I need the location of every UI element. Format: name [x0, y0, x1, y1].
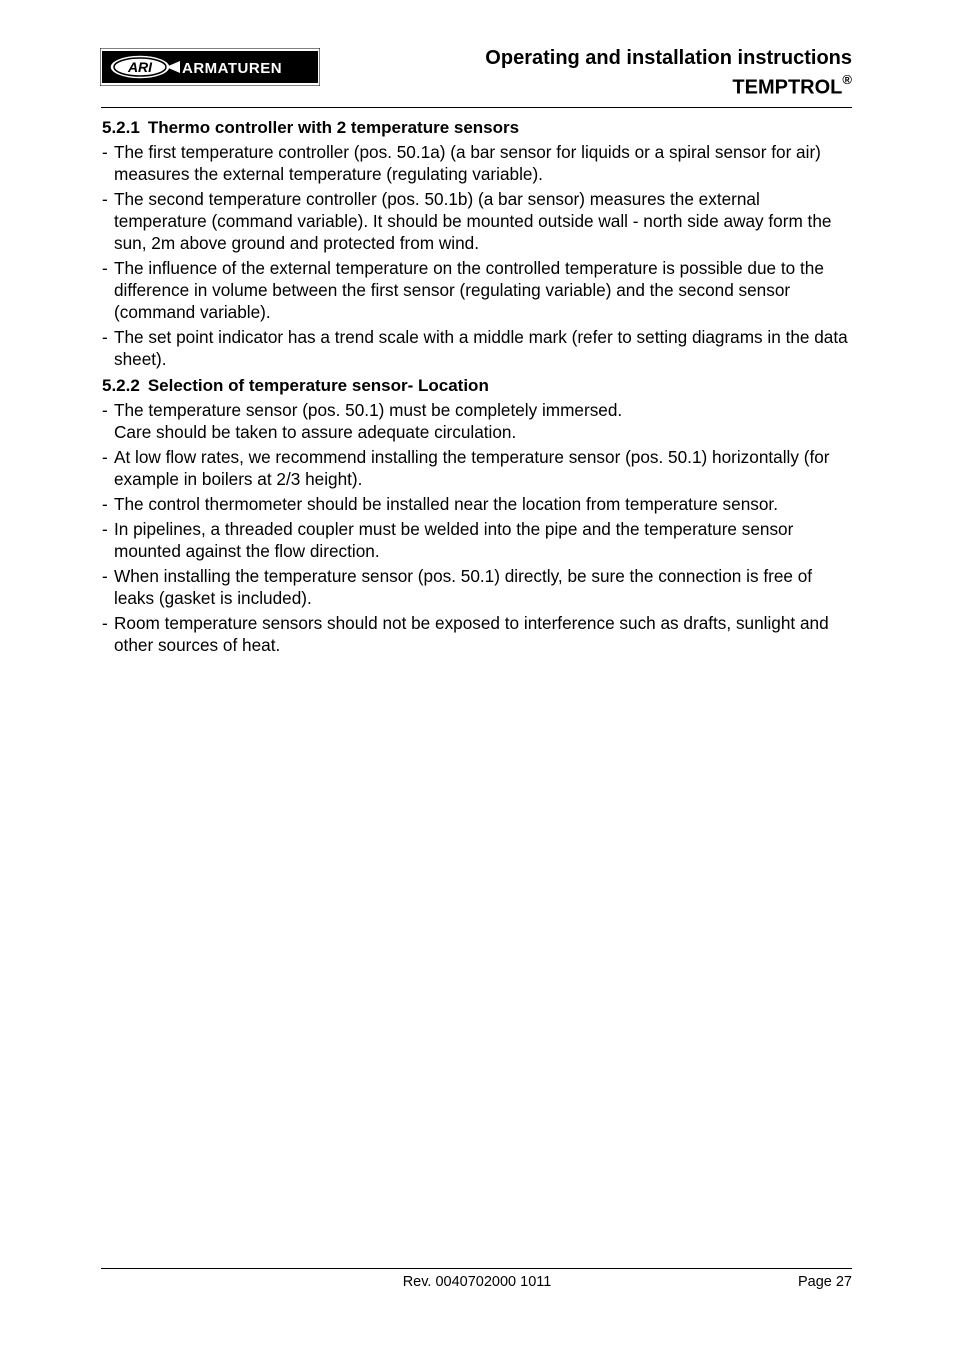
revision-number: Rev. 0040702000 1011 [402, 1274, 552, 1290]
list-item-text: The temperature sensor (pos. 50.1) must be completely immersed. [114, 400, 623, 420]
section-heading-5-2-2 [102, 375, 854, 397]
section-number: 5.2.2 [102, 376, 140, 395]
list-item: - The first temperature controller (pos. 50.1a) (a bar sensor for liquids or a spiral sensor for air) measures the external temperature (regulating variable). [102, 141, 854, 185]
section-number: 5.2.1 [102, 118, 140, 137]
list-item: - Room temperature sensors should not be exposed to interference such as drafts, sunlight and other sources of heat. [102, 612, 854, 656]
title-line-1: Operating and installation instructions [485, 47, 852, 69]
document-title [485, 46, 852, 100]
list-item: - When installing the temperature sensor (pos. 50.1) directly, be sure the connection is free of leaks (gasket is included). [102, 565, 854, 609]
list-item: - The control thermometer should be installed near the location from temperature sensor. [102, 493, 854, 515]
footer-divider [101, 1268, 852, 1269]
page-content [102, 116, 854, 659]
svg-text:ARMATUREN: ARMATUREN [182, 60, 283, 77]
section-title: Thermo controller with 2 temperature sensors [147, 118, 520, 137]
svg-text:ARI: ARI [127, 59, 153, 75]
title-line-2 [485, 70, 852, 100]
list-item: - In pipelines, a threaded coupler must be welded into the pipe and the temperature sensor mounted against the flow direction. [102, 518, 854, 562]
section-list-5-2-1 [102, 141, 854, 370]
list-item: - At low flow rates, we recommend installing the temperature sensor (pos. 50.1) horizontally (for example in boilers at 2/3 height). [102, 446, 854, 490]
list-item: - The set point indicator has a trend scale with a middle mark (refer to setting diagrams in the data sheet). [102, 326, 854, 370]
list-item: - The influence of the external temperature on the controlled temperature is possible due to the difference in volume between the first sensor (regulating variable) and the second sensor (command variable). [102, 257, 854, 323]
ari-armaturen-logo [100, 48, 320, 86]
list-item-continuation: Care should be taken to assure adequate circulation. [114, 422, 517, 442]
page-number: Page 27 [797, 1274, 852, 1290]
section-heading-5-2-1 [102, 117, 854, 139]
registered-mark: ® [842, 72, 852, 87]
section-title: Selection of temperature sensor- Location [147, 376, 489, 395]
list-item: - The second temperature controller (pos. 50.1b) (a bar sensor) measures the external temperature (command variable). It should be mounted outside wall - north side away form the sun, 2m above ground and protected from wind. [102, 188, 854, 254]
list-item [102, 399, 854, 443]
header-divider [101, 107, 852, 108]
product-name: TEMPTROL [732, 76, 843, 99]
section-list-5-2-2 [102, 399, 854, 656]
